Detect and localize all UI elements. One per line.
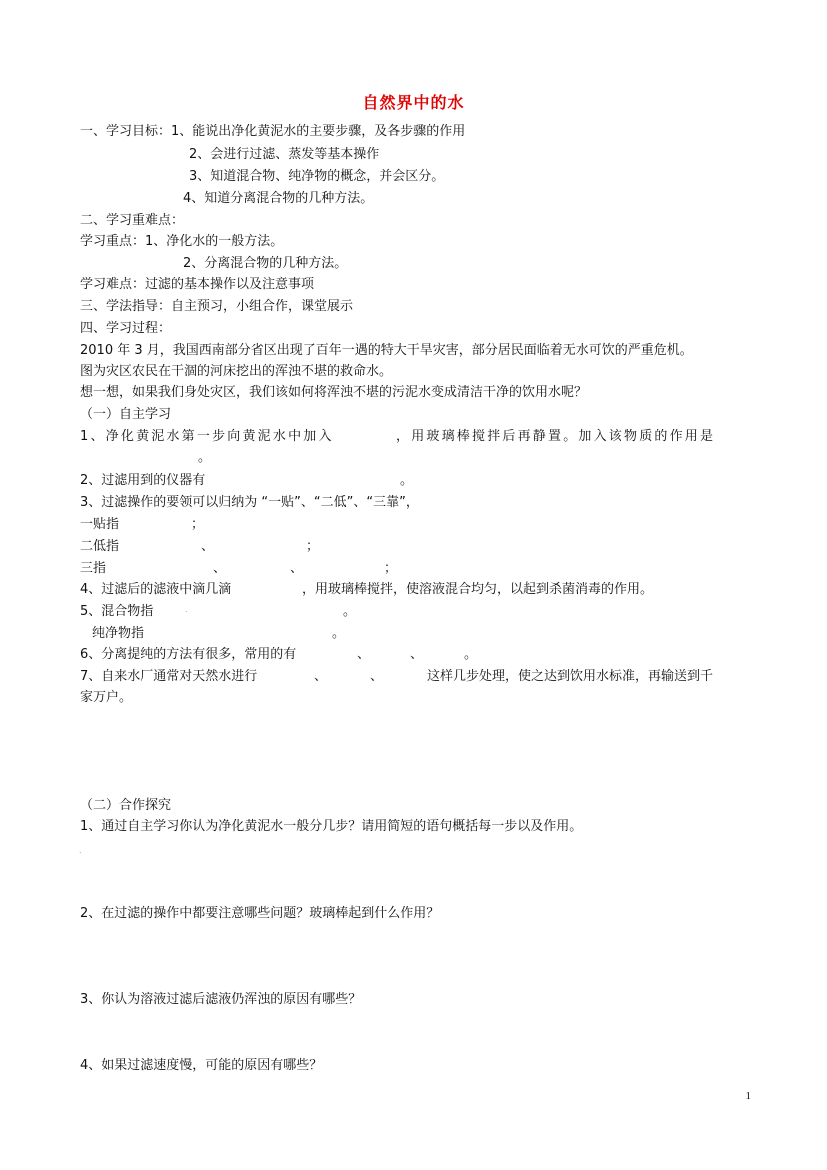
page-number: 1: [745, 1090, 751, 1102]
stray-mark-2: .: [79, 846, 82, 855]
q3-tie-end: ；: [191, 517, 205, 532]
focus-line-2: 2、分离混合物的几种方法。: [183, 256, 348, 271]
q3-kao-mid-2: 、: [290, 561, 304, 576]
q5-part-c: 纯净物指: [92, 626, 145, 641]
q3-line: 3、过滤操作的要领可以归纳为 “一贴”、“二低”、“三靠”，: [80, 495, 419, 510]
q2-part-a: 2、过滤用到的仪器有: [80, 473, 206, 488]
q7-part-b: 、: [314, 669, 328, 684]
think-line: 想一想，如果我们身处灾区，我们该如何将浑浊不堪的污泥水变成清洁干净的饮用水呢？: [80, 385, 588, 400]
q5-part-b: 。: [343, 604, 357, 619]
cooperative-q4: 4、如果过滤速度慢，可能的原因有哪些？: [80, 1058, 323, 1073]
q3-kao-mid-1: 、: [213, 561, 227, 576]
q7-part-c: 、: [370, 669, 384, 684]
intro-line-2: 图为灾区农民在干涸的河床挖出的浑浊不堪的救命水。: [80, 364, 393, 379]
objectives-line-3: 3、知道混合物、纯净物的概念，并会区分。: [189, 169, 445, 184]
objectives-line-2: 2、会进行过滤、蒸发等基本操作: [189, 147, 380, 162]
cooperative-heading: （二）合作探究: [80, 798, 172, 813]
page-title: 自然界中的水: [362, 93, 465, 112]
q6-part-a: 6、分离提纯的方法有很多，常用的有: [80, 647, 297, 662]
q3-di-mid: 、: [201, 539, 215, 554]
q3-di-end: ；: [306, 539, 320, 554]
q6-part-d: 。: [464, 647, 478, 662]
difficulty-line: 学习难点：过滤的基本操作以及注意事项: [80, 277, 315, 292]
q7-part-e: 家万户。: [80, 690, 133, 705]
q1-part-b: ，用玻璃棒搅拌后再静置。加入该物质的作用是: [396, 429, 716, 444]
q3-tie-label: 一贴指: [80, 517, 120, 532]
objectives-line-4: 4、知道分离混合物的几种方法。: [183, 191, 374, 206]
q6-part-b: 、: [357, 647, 371, 662]
stray-mark: .: [185, 605, 188, 614]
key-points-heading: 二、学习重难点：: [80, 213, 185, 228]
cooperative-q3: 3、你认为溶液过滤后滤液仍浑浊的原因有哪些？: [80, 992, 362, 1007]
q5-part-d: 。: [332, 626, 346, 641]
q7-part-a: 7、自来水厂通常对天然水进行: [80, 669, 258, 684]
q4-part-a: 4、过滤后的滤液中滴几滴: [80, 582, 232, 597]
q7-part-d: 这样几步处理，使之达到饮用水标准，再输送到千: [427, 669, 714, 684]
process-heading: 四、学习过程：: [80, 321, 172, 336]
objectives-line-1: 一、学习目标：1、能说出净化黄泥水的主要步骤，及各步骤的作用: [80, 124, 466, 139]
q1-part-c: 。: [198, 450, 212, 465]
q5-part-a: 5、混合物指: [80, 604, 154, 619]
q4-part-b: ，用玻璃棒搅拌，使溶液混合均匀，以起到杀菌消毒的作用。: [302, 582, 654, 597]
q6-part-c: 、: [410, 647, 424, 662]
q1-part-a: 1、净化黄泥水第一步向黄泥水中加入: [80, 429, 334, 444]
q3-kao-label: 三指: [80, 561, 107, 576]
q3-kao-end: ；: [384, 561, 398, 576]
q3-di-label: 二低指: [80, 539, 120, 554]
cooperative-q1: 1、通过自主学习你认为净化黄泥水一般分几步？请用简短的语句概括每一步以及作用。: [80, 819, 583, 834]
self-study-heading: （一）自主学习: [80, 407, 172, 422]
method-line: 三、学法指导：自主预习，小组合作，课堂展示: [80, 299, 354, 314]
q2-part-b: 。: [400, 473, 414, 488]
cooperative-q2: 2、在过滤的操作中都要注意哪些问题？玻璃棒起到什么作用？: [80, 906, 440, 921]
intro-line-1: 2010 年 3 月，我国西南部分省区出现了百年一遇的特大干旱灾害，部分居民面临着无水可饮的严重危机。: [80, 343, 693, 358]
focus-line-1: 学习重点：1、净化水的一般方法。: [80, 234, 284, 249]
